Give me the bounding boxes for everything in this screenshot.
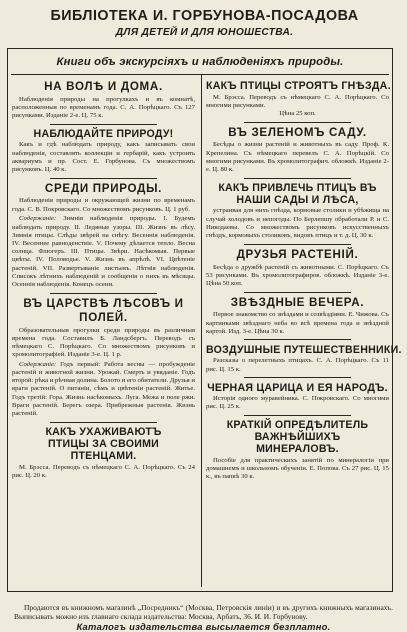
book-entry: [12, 128, 195, 174]
book-entry: [206, 343, 402, 374]
book-entry: [206, 419, 389, 481]
book-entry: [206, 126, 389, 174]
entry-divider: [50, 178, 157, 179]
book-description: Разсказы о перелетныхъ птицахъ. С. А. Порѣцкаго. Съ 11 рис. Ц. 15 к.: [206, 357, 389, 373]
book-entry: [12, 297, 195, 418]
book-description: Пособіе для практическихъ занятій по минералогіи при домашнемъ и школьномъ обученіи. Е. Попова. Съ 27 рис. Ц. 15 к., въ папкѣ 30 к.: [206, 456, 389, 481]
book-title: ЧЕРНАЯ ЦАРИЦА И ЕЯ НАРОДЪ.: [207, 381, 388, 394]
book-contents: [12, 361, 195, 418]
book-title: ВЪ ЗЕЛЕНОМЪ САДУ.: [228, 125, 367, 139]
book-title: КРАТКІЙ ОПРЕДѢЛИТЕЛЬ ВАЖНѢЙШИХЪ МИНЕРАЛОВЪ.: [226, 419, 369, 456]
entry-divider: [244, 122, 351, 123]
book-title: НА ВОЛѢ И ДОМА.: [44, 80, 163, 93]
book-description: Какъ и гдѣ наблюдать природу, какъ записывать свои наблюденія, составлять коллекціи и гербарій, какъ устроить аквариумъ и пр. Сост. Е. Горбунова. Съ множествомъ рисунковъ. Ц. 40 к.: [12, 141, 195, 173]
book-title: КАКЪ УХАЖИВАЮТЪ ПТИЦЫ ЗА СВОИМИ ПТЕНЦАМИ.: [45, 426, 162, 463]
entry-divider: [244, 377, 351, 378]
book-description: устраивая для нихъ гнѣзда, кормовые столики и убѣжища на случай холодовъ и непогоды. По Берлепшу обработали Р. и С. Никодаевы. Со множествомъ рисунковъ искусственныхъ гнѣздъ, кормовыхъ столиковъ, видовъ птицъ и т. д. Ц. 30 к.: [206, 207, 389, 240]
entry-divider: [244, 339, 351, 340]
entry-divider: [244, 415, 351, 416]
right-column: [206, 80, 402, 481]
book-description: Бесѣды о жизни растеній и животныхъ въ саду. Проф. К. Крепелина. Съ нѣмецкаго перевелъ С. А. Порѣцкій. Со многими рисунками. Въ хромолитографич. обложкѣ. Изданіе 2-е. Ц. 80 к.: [206, 141, 389, 173]
publisher-header: [10, 7, 399, 39]
book-description: Наблюденія природы и окружающей жизни по временамъ года. С. В. Покровскаго. Со множествомъ рисунковъ. Ц. 1 руб.: [12, 197, 195, 213]
book-entry: [206, 182, 389, 240]
book-contents: [12, 215, 195, 289]
entry-divider: [50, 293, 157, 294]
book-description: Наблюденія природы на прогулкахъ и въ комнатѣ, расположенныя по временамъ года. С. А. Порѣцкаго. Съ 127 рисунками. Изданіе 2-е. Ц. 75 к.: [12, 95, 195, 119]
column-divider: [201, 74, 202, 587]
entry-divider: [244, 292, 351, 293]
book-title: СРЕДИ ПРИРОДЫ.: [44, 181, 163, 195]
publisher-subtitle: ДЛЯ ДЕТЕЙ И ДЛЯ ЮНОШЕСТВА.: [115, 27, 294, 38]
catalog-note: Каталогъ издательства высылается безплатно.: [76, 621, 331, 632]
book-entry: [206, 248, 389, 288]
publisher-name: БИБЛІОТЕКА И. ГОРБУНОВА-ПОСАДОВА: [50, 8, 359, 24]
book-description: Исторія одного муравейника. С. Покровскаго. Со многими рис. Ц. 25 к.: [206, 395, 389, 411]
title-divider: [11, 74, 389, 75]
contents-label: Содержаніе:: [19, 215, 57, 223]
book-description: Бесѣда о дружбѣ растеній съ животными. С. Порѣцкаго. Съ 53 рисунками. Въ хромолитографиров. обложкѣ. Изданіе 3-е. Цѣна 50 коп.: [206, 263, 389, 287]
contents-text: Зимнія наблюденія природы. I. Будемъ наблюдать природу. II. Ледяные узоры. III. Жизнь въ лѣсу. Зимнія птицы. Слѣды звѣрей на снѣгу. Весеннія наблюденія. IV. Весеннее равноденствіе. V. Почему дѣлается тепло. Весна солнца. Флюгеръ. III. Птицы. Звѣри. Насѣкомыя. Первые цвѣты. IV. Половодье. V. Жизнь въ апрѣлѣ. VI. Цвѣтеніе растеній. VII. Развертываніе листьевъ. Лѣтнія наблюденія. Списокъ лѣтнихъ наблюденій и сообщенія о нихъ въ мѣсяцы. Осеннія наблюденія. Конецъ осени.: [12, 215, 196, 289]
book-entry: [12, 426, 195, 480]
contents-label: Содержаніе:: [19, 360, 57, 368]
book-description: М. Брэсса. Переводъ съ нѣмецкаго С. А. Порѣцкаго. Съ 24 рис. Ц. 20 к.: [12, 463, 195, 479]
contents-text: Годъ первый: Работа весны — пробужденіе растеній и животной жизни. Урожай. Смерть и увяданіе. Годъ второй: рѣка и рѣчная долина. Болото и его обитатели. Друзья и враги растеній. О питаніи, сѣмъ и цвѣтеніи растеній. Житье. Годъ третій: Гора. Жизнь насѣкомыхъ. Луга. Межа и поле ржи. Враги растеній. Берегъ озера. Прибрежныя растенія. Жизнь растеній.: [12, 360, 195, 418]
book-title: ЗВѢЗДНЫЕ ВЕЧЕРА.: [230, 295, 365, 309]
sales-notice: Продаются въ книжномъ магазинѣ „Посредникъ“ (Москва, Петровскія линіи) и въ другихъ книжныхъ магазинахъ. Выписывать можно изъ главнаго склада издательства: Москва, Арбатъ, 36. И. И. Горбунову.: [14, 603, 393, 622]
book-description: М. Брэсса. Переводъ съ нѣмецкаго С. А. Порѣцкаго. Со многими рисунками.: [206, 93, 389, 109]
book-entry: [206, 296, 389, 336]
catalog-frame: [7, 48, 402, 592]
book-entry: [12, 80, 195, 120]
book-title: КАКЪ ПТИЦЫ СТРОЯТЪ ГНѢЗДА.: [206, 80, 391, 92]
book-description: Первое знакомство со звѣздами и созвѣздіями. Е. Чижова. Съ картинками звѣзднаго неба во всѣ времена года и звѣздной картой. Изд. 3-е. Цѣна 30 к.: [206, 311, 389, 335]
section-title: Книги объ экскурсіяхъ и наблюденіяхъ природы.: [56, 56, 344, 68]
book-title: ВЪ ЦАРСТВѢ ЛѢСОВЪ И ПОЛЕЙ.: [23, 297, 184, 324]
book-title: ВОЗДУШНЫЕ ПУТЕШЕСТВЕННИКИ.: [206, 343, 402, 356]
book-price: Цѣна 25 коп.: [279, 109, 316, 117]
book-title: КАКЪ ПРИВЛЕЧЬ ПТИЦЪ ВЪ НАШИ САДЫ И ЛѢСА,: [218, 181, 377, 206]
book-title: ДРУЗЬЯ РАСТЕНІЙ.: [236, 248, 359, 262]
entry-divider: [244, 178, 351, 179]
book-title: НАБЛЮДАЙТЕ ПРИРОДУ!: [33, 127, 174, 140]
entry-divider: [50, 422, 157, 423]
book-entry: [206, 80, 389, 118]
entry-divider: [244, 244, 351, 245]
book-entry: [12, 182, 195, 289]
entry-divider: [50, 124, 157, 125]
book-entry: [206, 382, 389, 412]
left-column: [12, 80, 195, 480]
book-description: Образовательныя прогулки среди природы въ различныя времена года. Составилъ Б. Ландсбергъ. Переводъ съ нѣмецкаго С. Порѣцкаго. Со множествомъ рисунковъ и хромолитографіей. Изданіе 3-е. Ц. 1 р.: [12, 326, 195, 359]
